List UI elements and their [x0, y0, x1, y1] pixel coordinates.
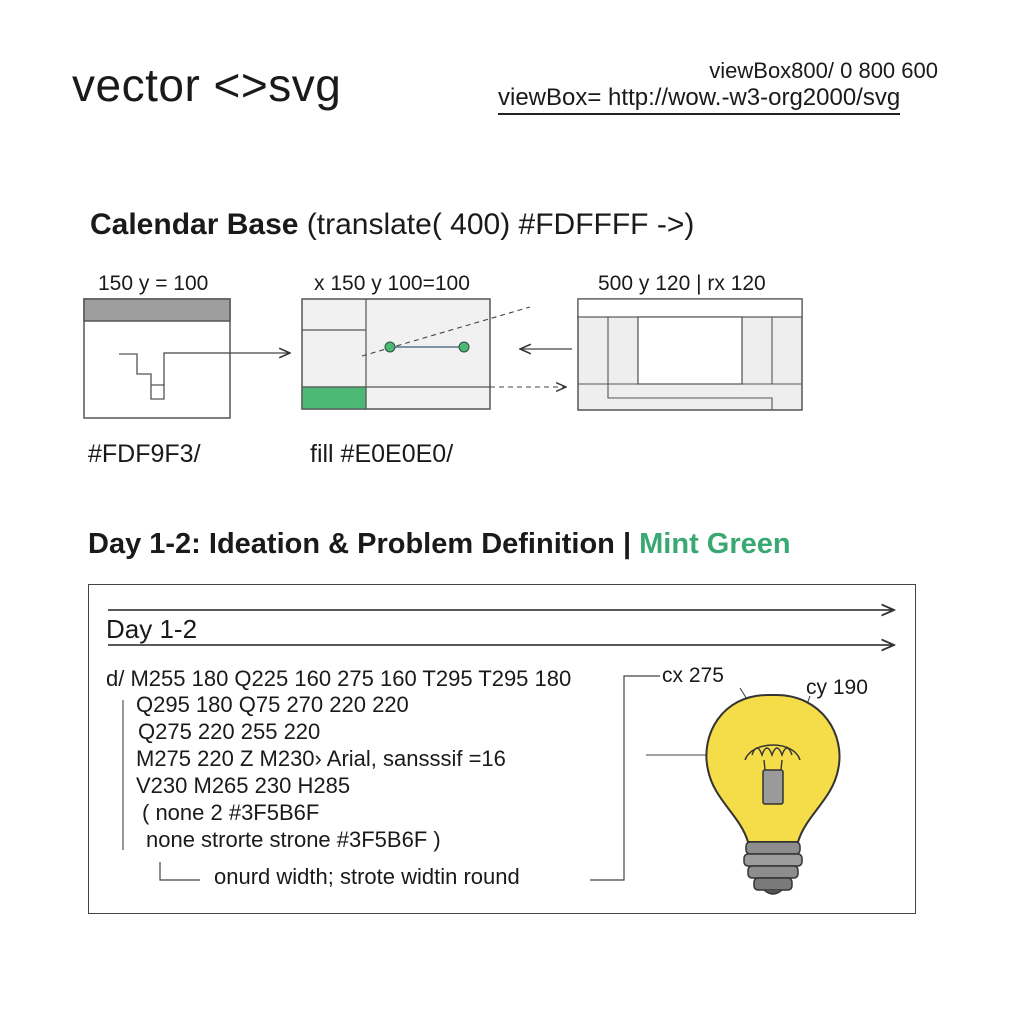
code-line: V230 M265 230 H285 — [136, 773, 351, 798]
bulb-cx-label: cx 275 — [662, 664, 724, 687]
code-line: ( none 2 #3F5B6F — [142, 800, 320, 825]
day-label: Day 1-2 — [106, 614, 198, 644]
panel3-top-label: 500 y 120 | rx 120 — [598, 272, 766, 295]
code-line: d/ M255 180 Q225 160 275 160 T295 T295 180 — [106, 666, 572, 691]
panel2-bottom-label: fill #E0E0E0/ — [310, 440, 454, 468]
bulb-cy-label: cy 190 — [806, 676, 868, 699]
calendar-heading-bold: Calendar Base — [90, 208, 299, 241]
day-heading-main: Day 1-2: Ideation & Problem Definition | — [88, 528, 640, 560]
code-line: Q275 220 255 220 — [138, 719, 321, 744]
code-line: onurd width; strote widtin round — [214, 864, 520, 889]
timeline-arrows — [108, 610, 894, 645]
code-line: M275 220 Z M230› Arial, sansssif =16 — [136, 746, 506, 771]
panel2-top-label: x 150 y 100=100 — [314, 272, 470, 295]
panel1-bottom-label: #FDF9F3/ — [88, 440, 201, 468]
viewbox-annotation: viewBox800/ 0 800 600 — [709, 58, 938, 83]
panel2-box — [302, 299, 572, 409]
panel1-box — [84, 299, 290, 418]
panel1-top-label: 150 y = 100 — [98, 272, 209, 295]
xmlns-annotation: viewBox= http://wow.-w3-org2000/svg — [498, 84, 900, 115]
panel3-box — [578, 299, 802, 410]
calendar-heading-regular: (translate( 400) #FDFFFF ->) — [298, 208, 695, 241]
page-title: vector <>svg — [72, 59, 342, 111]
code-line: Q295 180 Q75 270 220 220 — [136, 692, 409, 717]
day-heading-accent: Mint Green — [639, 528, 791, 560]
code-connectors — [123, 676, 810, 880]
lightbulb-icon — [706, 695, 839, 894]
code-line: none strorte strone #3F5B6F ) — [146, 827, 441, 852]
